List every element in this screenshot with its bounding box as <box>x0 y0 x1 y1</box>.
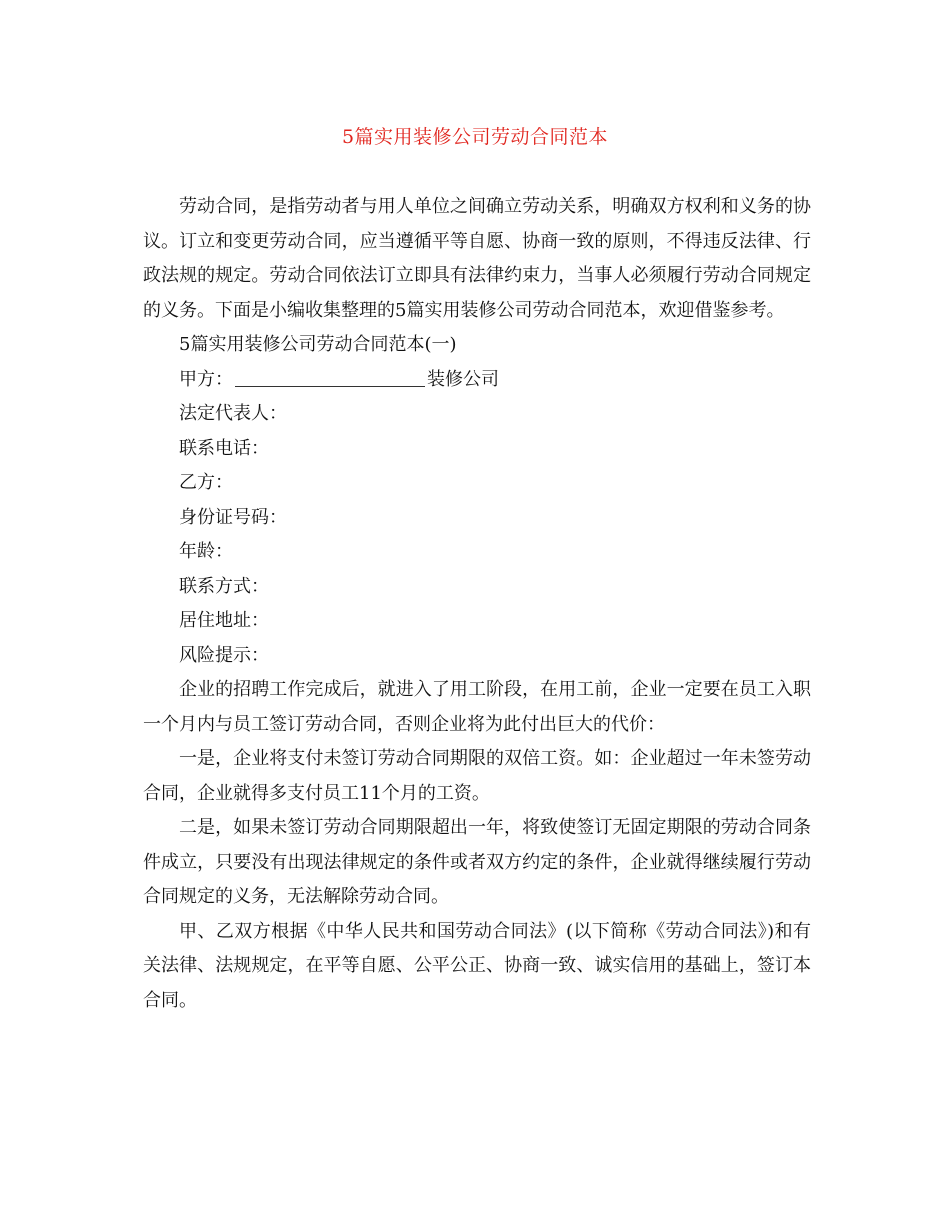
phone-field: 联系电话： <box>179 437 269 459</box>
party-a-blank <box>235 368 425 387</box>
party-a-line <box>143 363 811 398</box>
paragraph-2: 一是，企业将支付未签订劳动合同期限的双倍工资。如：企业超过一年未签劳动合同，企业就得多支付员工11个月的工资。 <box>143 748 811 804</box>
paragraph-4: 甲、乙双方根据《中华人民共和国劳动合同法》(以下简称《劳动合同法》)和有关法律、法规规定，在平等自愿、公平公正、协商一致、诚实信用的基础上，签订本合同。 <box>143 920 811 1011</box>
address-field: 居住地址： <box>179 610 269 631</box>
age-field: 年龄： <box>179 541 233 562</box>
paragraph-1: 企业的招聘工作完成后，就进入了用工阶段，在用工前，企业一定要在员工入职一个月内与员工签订劳动合同，否则企业将为此付出巨大的代价： <box>143 679 811 735</box>
legal-rep-field: 法定代表人： <box>179 403 287 424</box>
document-title: 5篇实用装修公司劳动合同范本 <box>341 126 609 148</box>
party-b-field: 乙方： <box>179 472 233 493</box>
paragraph-3: 二是，如果未签订劳动合同期限超出一年，将致使签订无固定期限的劳动合同条件成立，只要没有出现法律规定的条件或者双方约定的条件，企业就得继续履行劳动合同规定的义务，无法解除劳动合同。 <box>143 817 811 907</box>
section-heading: 5篇实用装修公司劳动合同范本(一) <box>179 334 457 355</box>
intro-paragraph: 劳动合同，是指劳动者与用人单位之间确立劳动关系，明确双方权利和义务的协议。订立和变更劳动合同，应当遵循平等自愿、协商一致的原则，不得违反法律、行政法规的规定。劳动合同依法订立即具有法律约束力，当事人必须履行劳动合同规定的义务。下面是小编收集整理的5篇实用装修公司劳动合同范本，欢迎借鉴参考。 <box>143 196 811 321</box>
party-a-label: 甲方： <box>179 368 233 390</box>
party-a-suffix: 装修公司 <box>427 368 499 390</box>
id-number-field: 身份证号码： <box>179 506 287 528</box>
contact-field: 联系方式： <box>179 575 269 597</box>
document-body <box>143 190 811 1018</box>
risk-heading: 风险提示： <box>179 644 269 666</box>
